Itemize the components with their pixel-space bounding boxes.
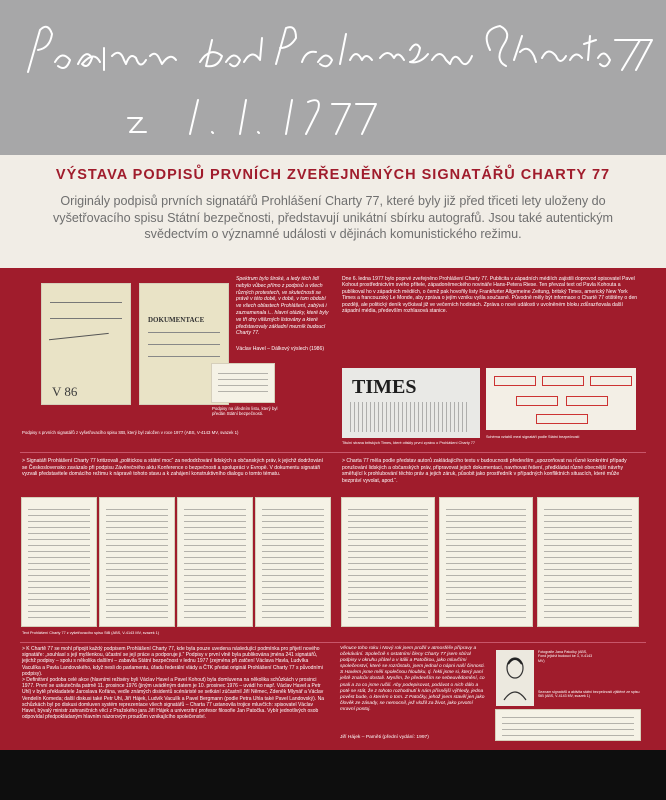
exhibition-title: VÝSTAVA PODPISŮ PRVNÍCH ZVEŘEJNĚNÝCH SIGNATÁŘŮ CHARTY 77: [55, 167, 611, 183]
folder-document: [42, 284, 130, 404]
declaration-page-4: [256, 498, 330, 626]
panel3-text: > Signatáři Prohlášení Charty 77 kritizovali „politickou a státní moc“ za nedodržování lidských a občanských práv, k jejichž dodržování se Československo zavázalo při podpisu Závěrečného aktu Konference o bezpečnosti a spolupráci v Evropě. V dokumentu signatáři vyzvali představitele domácího režimu k nápravě tohoto stavu a k zahájení konstruktivního dialogu o tomto tématu.: [22, 458, 324, 477]
signatory-list-3: [538, 498, 638, 626]
declaration-page-2: [100, 498, 174, 626]
signatory-list-2: [440, 498, 532, 626]
portrait-icon: [496, 650, 534, 706]
panel1-caption: Podpisy s prvních signatářů z vyšetřovacího spisu StB, který byl založen v roce 1977 (ABS, V-4143 MV, svazek 1): [22, 430, 239, 435]
panel2-text: Dne 6. ledna 1977 bylo poprvé zveřejněno Prohlášení Charty 77. Publicita v západních médiích zajistili doprovod opisovatel Pavel Kohout prostřednictvím svého přítele, západoněmeckého novináře Hans-Petera Riese. Ten převzal text od Pavla Kohouta a publikoval ho v západních médiích, o čemž pak hovořily listy Frankfurter Allgemeine Zeitung, britský Times, americký New York Times a francouzský Le Monde, aby zpráva o jejím vzniku vyšla současně. Původně měly být informace o Chartě 77 otištěny o den později, ale politický deník vyčkával již ve večerních hodinách. Zpráva o nové události v uvolněném bloku zdůrazňovala další západní média, především rozhlasová stanice.: [342, 276, 638, 315]
signature-sheet: [212, 364, 274, 402]
folder-number: V 86: [52, 384, 78, 399]
declaration-page-3: [178, 498, 252, 626]
handwriting-title: [0, 0, 666, 155]
panel3-caption: Text Prohlášení Charty 77 z vyšetřovacího spisu StB (ABS, V-4143 MV, svazek 1): [22, 631, 160, 635]
divider: [20, 452, 646, 453]
folder-label: DOKUMENTACE: [148, 316, 205, 324]
panel-folders: [22, 276, 330, 446]
schema-caption: Schéma vztahů mezi signatáři podle Státní bezpečnosti: [486, 435, 580, 439]
signatory-list-1: [342, 498, 434, 626]
hajek-memoir: Věnuce toho roku i Nový rok jsem prožil v atmosféře přípravy a očekávání. Společně s ostatními členy Charty 77 jsem sbíral podpisy v okruhu přátel a v itálii a Patočkou, jako mluvčími společenství, které se rozrůstalo, jsem jednal o nápni naší činnosti. S Havlem jsme měli společnou hloubku, tj. řekli jsme si, který paní ještě znalcův dostali. Myslím, že především se sebeuvědomění, co psali a za co jsme ručili. Aby podepisovat, podávat o nich dálo a poté se stát, že z tohoto rozhodnutí k nám přísnější výhledy, jedna pověst bude, o kterém o tom. Z Patočky, jehož jsem stavěl jen jako člověk ze zásady, se nemocnil, jež vložil za život, jako prvotní mravní postoj.: [340, 646, 485, 712]
panel-signatories: [336, 458, 644, 638]
title-block: [0, 155, 666, 268]
panel4-text: > Charta 77 měla podle představ autorů zakládajícího textu v budoucnosti především „upozorňovat na různé konkrétní případy porušování lidských a občanských práv, připravovat jejich dokumentaci, navrhovat řešení, předkládat různé obecnější návrhy směřující k prohlubování těchto práv a jejich záruk, působit jako prostředník v případných konfliktních situacích, které může bezpráví vyvolat, apod.“.: [342, 458, 627, 484]
newspaper-caption: Titulní strana britských Times, které otiskly první zprávu o Prohlášení Charty 77: [342, 441, 476, 445]
portrait-photo: [496, 650, 534, 706]
portrait-caption: Fotografie Jana Patočky (ABS, Fond jejichž budoucí ke 3, V-4143 MV): [538, 650, 593, 663]
intro-paragraph: Originály podpisů prvních signatářů Prohlášení Charty 77, které byly již před třiceti lety uloženy do vyšetřovacího spisu Státní bezpečnosti, představují unikátní sbírku autografů. Jsou také autentickým svědectvím o významné události v dějinách komunistického režimu.: [52, 194, 614, 241]
footer-strip: [0, 750, 666, 800]
header-banner: [0, 0, 666, 155]
relationship-schema: [486, 368, 636, 430]
surveillance-document: [496, 710, 640, 740]
declaration-page-1: [22, 498, 96, 626]
havel-quote-author: Václav Havel – Dálkový výslech (1986): [236, 346, 325, 352]
divider: [20, 642, 646, 643]
newspaper-masthead: TIMES: [352, 376, 417, 398]
signature-sheet-caption: Podpisy na úředním listu, který byl předán Státní bezpečnosti.: [212, 406, 278, 416]
panel-declaration: [22, 458, 330, 638]
panel5-history-text: > K Chartě 77 se mohl připojit každý podpisem Prohlášení Charty 77, kde byla pouze uvedena následující podmínka pro přijetí nového signatáře: „souhlasí s její myšlenkou, účastní se její práce a podporuje ji.“ Podpisy v první vlně byla publikována jména 241 signatářů, jejichž podpisy – spolu s několika dalšími – zabavila Státní bezpečnost v lednu 1977 (zejména při zatčení Václava Havla, Ludvíka Vaculíka a Pavla Landovského, když nesli do parlamentu, úřadu federální vlády a ČTK předat originál Prohlášení Charty 77 s původními podpisy). > Definitivní podoba celé akce (hlavními režiséry byli Václav Havel a Pavel Kohout) byla domluvena na několika schůzkách v prosinci 1977. První se uskutečnila patrně 11. prosince 1976 (jiným uváděným datem je 10. prosinec 1976 – uvádí ho např. Václav Havel a Petr Uhl) v bytě překladatele Jaroslava Kořána, vedle známých disidentů scénáristé se setkání zúčastnil Jiří Němec, Zdeněk Mlynář a Václav Vendelín Komeda; další diskusi také Petr Uhl, Jiří Hájek, Ludvík Vaculík a Pavel Bergmann (podle Petra Uhla také Pavel Landovský). Na schůzkách byl po diskusi domluven systém reprezentace všech signatářů – Charta 77 ustanovila trojice mluvčích: spisovatel Václav Havel, bývalý ministr zahraničních věcí z Pražského jara Jiří Hájek a univerzitní profesor filosofie Jan Patočka. Vybír jednotlivých osob odpovídal předpokládaným hlavním názorovým proudům vznikajícího společenství.: [22, 646, 325, 721]
panel-newspapers: [336, 276, 644, 446]
havel-quote: Spektrum bylo široké, a ledy těch lidí nebylo vůbec přímo z podpisů a všech různých protestech, ve skutečnosti se právě v této době, v době, v tom období ve všech oblastech Prohlášení, zabývá i zaznamenala i... hlavní otázky, které byly ve tři dny vítězných listovány a které představovaly základní mezník budoucí Charty 77.: [236, 276, 329, 337]
hajek-memoir-author: Jiří Hájek – Paměti (přední vydání: 1997): [340, 735, 429, 740]
panel5-caption: Seznam signatářů a aktivita státní bezpečnosti zjištěné ze spisu StB (ABS, V-4143 MV, svazek 1): [538, 690, 640, 699]
times-newspaper: [342, 368, 480, 438]
